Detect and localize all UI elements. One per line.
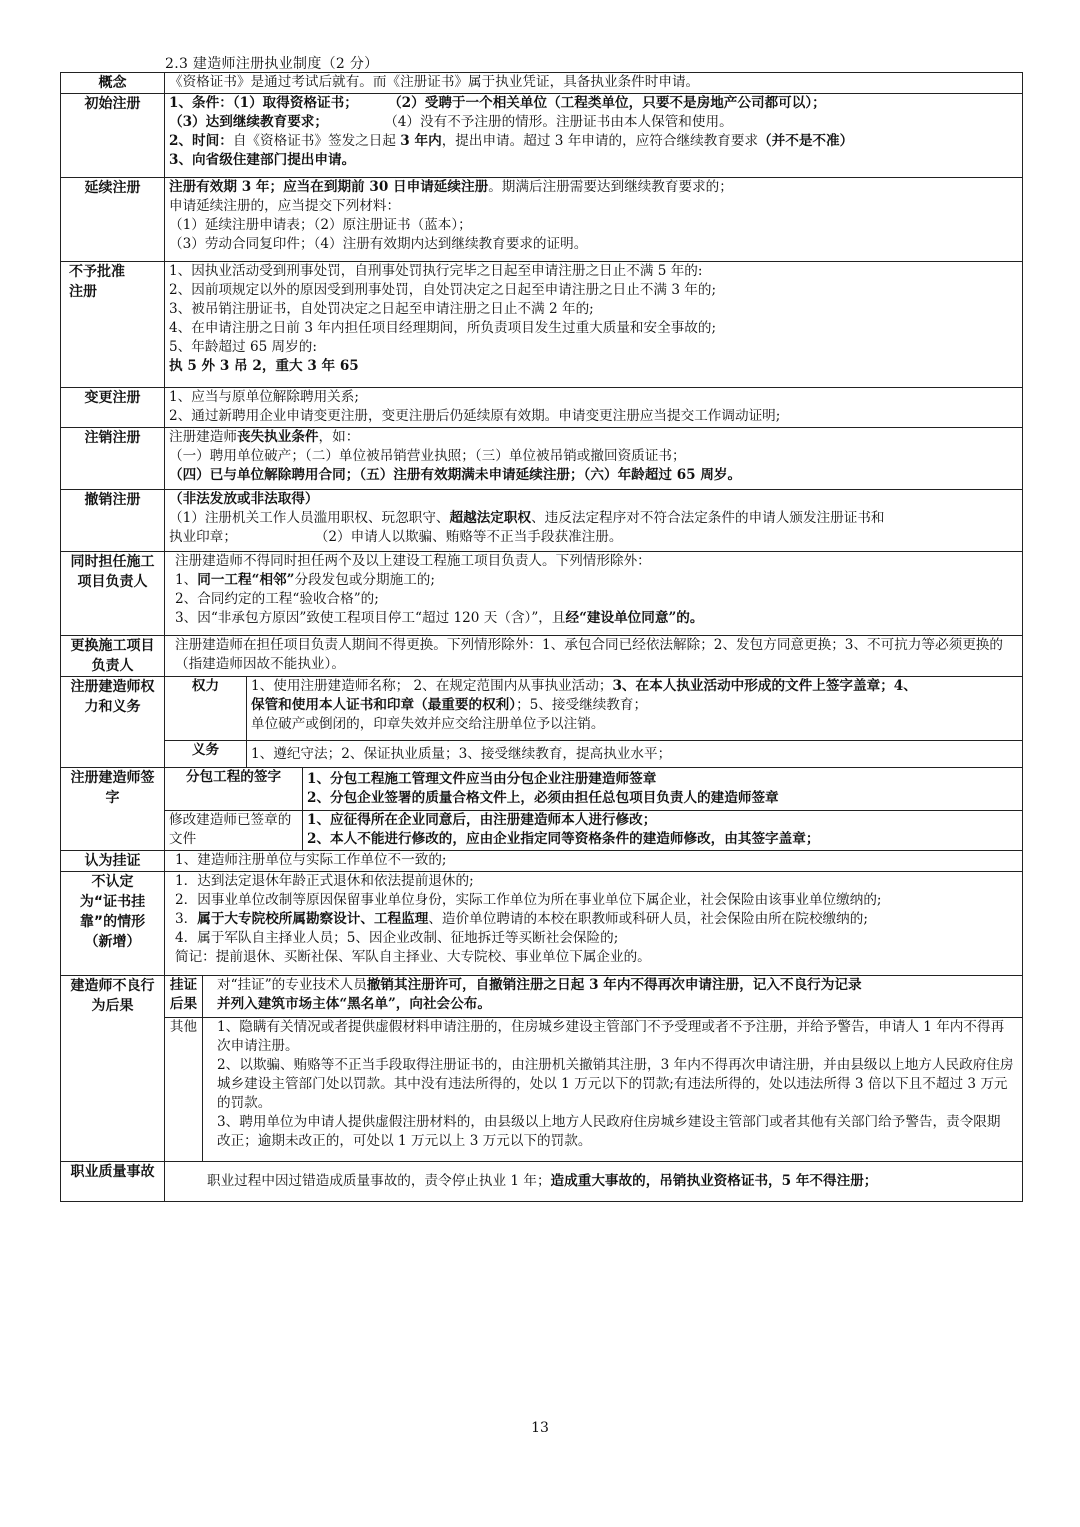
row-misconduct-other xyxy=(61,1018,1023,1162)
row-label: 变更注册 xyxy=(61,388,165,428)
row-quality-accident xyxy=(61,1162,1023,1202)
row-label: 延续注册 xyxy=(61,178,165,262)
row-label: 建造师不良行为后果 xyxy=(61,976,165,1162)
row-affiliation xyxy=(61,851,1023,872)
row-renewal-registration xyxy=(61,178,1023,262)
row-content: 职业过程中因过错造成质量事故的，责令停止执业 1 年；造成重大事故的，吊销执业资格证书，5 年不得注册； xyxy=(165,1162,1023,1202)
row-label: 注册建造师权力和义务 xyxy=(61,677,165,768)
rights-duty-label: 义务 xyxy=(165,741,247,768)
misconduct-other-label: 其他 xyxy=(165,1018,203,1162)
row-denied-registration xyxy=(61,262,1023,388)
row-change-registration xyxy=(61,388,1023,428)
sign-modify-content: 1、应征得所在企业同意后，由注册建造师本人进行修改； 2、本人不能进行修改的，应由企业指定同等资格条件的建造师修改，由其签字盖章； xyxy=(303,811,1023,851)
row-replace-project-lead xyxy=(61,636,1023,677)
rights-power-content: 1、使用注册建造师名称； 2、在规定范围内从事执业活动；3、在本人执业活动中形成的文件上签字盖章；4、 保管和使用本人证书和印章（最重要的权利）；5、接受继续教育； 单位破产或倒闭的，印章失效并应交给注册单位予以注销。 xyxy=(247,677,1023,741)
row-label: 初始注册 xyxy=(61,94,165,178)
row-content: 注册建造师在担任项目负责人期间不得更换。下列情形除外：1、承包合同已经依法解除；2、发包方同意更换；3、不可抗力等必须更换的（指建造师因故不能执业）。 xyxy=(165,636,1023,677)
sign-modify-label: 修改建造师已签章的文件 xyxy=(165,811,303,851)
row-concept xyxy=(61,73,1023,94)
row-content: 1、条件：（1）取得资格证书； （2）受聘于一个相关单位（工程类单位，只要不是房地产公司都可以）； （3）达到继续教育要求； （4）没有不予注册的情形。注册证书由本人保管和使用。 2、时间：自《资格证书》签发之日起 3 年内，提出申请。超过 3 年申请的，应符合继续教育要求（并不是不准） 3、向省级住建部门提出申请。 xyxy=(165,94,1023,178)
row-label: 职业质量事故 xyxy=(61,1162,165,1202)
row-label: 概念 xyxy=(61,73,165,94)
misconduct-affiliation-label: 挂证后果 xyxy=(165,976,203,1018)
row-misconduct-affiliation xyxy=(61,976,1023,1018)
row-content: 1、因执业活动受到刑事处罚，自刑事处罚执行完毕之日起至申请注册之日止不满 5 年的: 2、因前项规定以外的原因受到刑事处罚，自处罚决定之日起至申请注册之日止不满 3 年的; 3、被吊销注册证书，自处罚决定之日起至申请注册之日止不满 2 年的; 4、在申请注册之日前 3 年内担任项目经理期间，所负责项目发生过重大质量和安全事故的; 5、年龄超过 65 周岁的: 执 5 外 3 吊 2，重大 3 年 65 xyxy=(165,262,1023,388)
row-concurrent-project-lead xyxy=(61,552,1023,636)
section-title: 2.3 建造师注册执业制度（2 分） xyxy=(165,56,379,72)
row-label: 注册建造师签字 xyxy=(61,768,165,851)
row-initial-registration xyxy=(61,94,1023,178)
row-label: 更换施工项目负责人 xyxy=(61,636,165,677)
row-not-affiliation xyxy=(61,872,1023,976)
misconduct-other-content: 1、隐瞒有关情况或者提供虚假材料申请注册的，住房城乡建设主管部门不予受理或者不予注册，并给予警告，申请人 1 年内不得再次申请注册。 2、以欺骗、贿赂等不正当手段取得注册证书的，由注册机关撤销其注册，3 年内不得再次申请注册，并由县级以上地方人民政府住房城乡建设主管部门处以罚款。其中没有违法所得的，处以 1 万元以下的罚款;有违法所得的，处以违法所得 3 倍以下且不超过 3 万元的罚款。 3、聘用单位为申请人提供虚假注册材料的，由县级以上地方人民政府住房城乡建设主管部门或者其他有关部门给予警告，责令限期改正；逾期未改正的，可处以 1 万元以上 3 万元以下的罚款。 xyxy=(203,1018,1023,1162)
row-label: 认为挂证 xyxy=(61,851,165,872)
sign-subcontract-content: 1、分包工程施工管理文件应当由分包企业注册建造师签章 2、分包企业签署的质量合格文件上，必须由担任总包项目负责人的建造师签章 xyxy=(303,768,1023,811)
row-label: 不予批准 注册 xyxy=(61,262,165,388)
sign-subcontract-label: 分包工程的签字 xyxy=(165,768,303,811)
rights-duty-content: 1、遵纪守法；2、保证执业质量；3、接受继续教育，提高执业水平； xyxy=(247,741,1023,768)
row-content: 《资格证书》是通过考试后就有。而《注册证书》属于执业凭证，具备执业条件时申请。 xyxy=(165,73,1023,94)
row-content: 1、应当与原单位解除聘用关系; 2、通过新聘用企业申请变更注册，变更注册后仍延续原有效期。申请变更注册应当提交工作调动证明; xyxy=(165,388,1023,428)
row-cancellation-registration xyxy=(61,428,1023,490)
row-signature-subcontract xyxy=(61,768,1023,811)
row-rights xyxy=(61,677,1023,741)
row-content: 1、建造师注册单位与实际工作单位不一致的; xyxy=(165,851,1023,872)
row-signature-modify xyxy=(61,811,1023,851)
row-label: 不认定为“证书挂靠”的情形（新增） xyxy=(61,872,165,976)
row-label: 注销注册 xyxy=(61,428,165,490)
misconduct-affiliation-content: 对“挂证”的专业技术人员撤销其注册许可，自撤销注册之日起 3 年内不得再次申请注册，记入不良行为记录 并列入建筑市场主体“黑名单”，向社会公布。 xyxy=(203,976,1023,1018)
row-content: 注册建造师丧失执业条件，如： （一）聘用单位破产；（二）单位被吊销营业执照；（三）单位被吊销或撤回资质证书； （四）已与单位解除聘用合同；（五）注册有效期满未申请延续注册；（六）年龄超过 65 周岁。 xyxy=(165,428,1023,490)
row-content: 1．达到法定退休年龄正式退休和依法提前退休的; 2．因事业单位改制等原因保留事业单位身份，实际工作单位为所在事业单位下属企业，社会保险由该事业单位缴纳的; 3．属于大专院校所属勘察设计、工程监理、造价单位聘请的本校在职教师或科研人员，社会保险由所在院校缴纳的; 4．属于军队自主择业人员；5、因企业改制、征地拆迁等买断社会保险的; 简记：提前退休、买断社保、军队自主择业、大专院校、事业单位下属企业的。 xyxy=(165,872,1023,976)
row-content: 注册有效期 3 年；应当在到期前 30 日申请延续注册。期满后注册需要达到继续教育要求的； 申请延续注册的，应当提交下列材料： （1）延续注册申请表；（2）原注册证书（蓝本）； （3）劳动合同复印件；（4）注册有效期内达到继续教育要求的证明。 xyxy=(165,178,1023,262)
page-number: 13 xyxy=(531,1420,549,1436)
rights-power-label: 权力 xyxy=(165,677,247,741)
row-duties xyxy=(61,741,1023,768)
registration-system-table xyxy=(60,72,1023,1202)
row-content: 注册建造师不得同时担任两个及以上建设工程施工项目负责人。下列情形除外： 1、同一工程“相邻”分段发包或分期施工的; 2、合同约定的工程“验收合格”的; 3、因“非承包方原因”致使工程项目停工“超过 120 天（含）”，且经“建设单位同意”的。 xyxy=(165,552,1023,636)
row-revocation-registration xyxy=(61,490,1023,552)
row-content: （非法发放或非法取得） （1）注册机关工作人员滥用职权、玩忽职守、超越法定职权、违反法定程序对不符合法定条件的申请人颁发注册证书和 执业印章； （2）申请人以欺骗、贿赂等不正当手段获准注册。 xyxy=(165,490,1023,552)
row-label: 同时担任施工项目负责人 xyxy=(61,552,165,636)
row-label: 撤销注册 xyxy=(61,490,165,552)
